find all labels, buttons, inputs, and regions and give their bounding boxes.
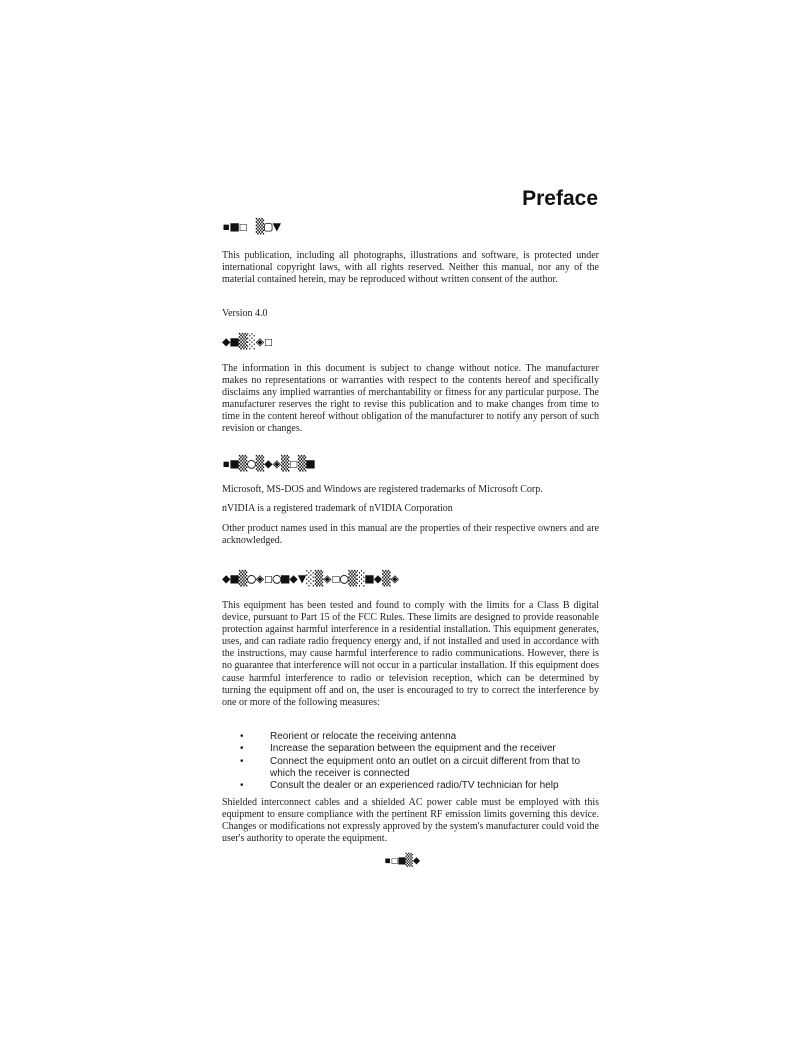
disclaimer-paragraph: The information in this document is subject to change without notice. The manufacturer makes no representations or warranties with respect to the contents hereof and specifically disclaims any implied warranties of merchantability or fitness for any particular purpose. The manufacturer reserves the right to revise this publication and to make changes from time to time in the content hereof without obligation of the manufacturer to notify any person of such revision or changes. xyxy=(222,363,599,435)
bullet-icon: • xyxy=(240,731,244,742)
trademark-nvidia: nVIDIA is a registered trademark of nVIDIA Corporation xyxy=(222,503,453,514)
trademark-other: Other product names used in this manual are the properties of their respective owners and are acknowledged. xyxy=(222,523,599,547)
bullet-icon: • xyxy=(240,755,244,767)
list-item xyxy=(222,780,602,792)
fcc-paragraph: This equipment has been tested and found to comply with the limits for a Class B digital device, pursuant to Part 15 of the FCC Rules. These limits are designed to provide reasonable protection against harmful interference in a residential installation. This equipment generates, uses, and can radiate radio frequency energy and, if not installed and used in accordance with the instructions, may cause harmful interference to radio communications. However, there is no guarantee that interference will not occur in a particular installation. If this equipment does cause harmful interference to radio or television reception, which can be determined by turning the equipment off and on, the user is encouraged to try to correct the interference by one or more of the following measures: xyxy=(222,600,599,708)
list-item-text: Reorient or relocate the receiving antenna xyxy=(270,731,457,742)
list-item xyxy=(222,743,602,755)
bullet-icon: • xyxy=(240,743,244,755)
section-heading-disclaimer: ◆■▒░◈☐ xyxy=(222,334,273,350)
list-item xyxy=(222,731,602,743)
fcc-closing-paragraph: Shielded interconnect cables and a shielded AC power cable must be employed with this equipment to ensure compliance with the pertinent RF emission limits governing this device. Changes or modifications not expressly approved by the system's manufacturer could void the user's authority to operate the equipment. xyxy=(222,797,599,845)
section-heading-copyright: ▪■☐ ▒▢▼ xyxy=(222,219,282,235)
list-item-text: Increase the separation between the equipment and the receiver xyxy=(270,743,556,755)
list-item-text: Connect the equipment onto an outlet on a circuit different from that to which the receiver is connected xyxy=(270,755,581,779)
list-item xyxy=(222,756,602,781)
trademark-microsoft: Microsoft, MS-DOS and Windows are registered trademarks of Microsoft Corp. xyxy=(222,484,543,495)
list-item-text: Consult the dealer or an experienced radio/TV technician for help xyxy=(270,780,559,792)
fcc-measures-list xyxy=(222,731,602,792)
section-heading-trademarks: ▪■▒◯▒◆◈▒☐▒■ xyxy=(222,456,315,472)
page-number: ▪☐■▒◆ xyxy=(383,853,421,867)
copyright-paragraph: This publication, including all photographs, illustrations and software, is protected under international copyright laws, with all rights reserved. Neither this manual, nor any of the material contained herein, may be reproduced without written consent of the author. xyxy=(222,250,599,286)
section-heading-fcc: ◆■▒◯◈☐◯■◆▼░▒◈☐◯▒░■◆▒◈ xyxy=(222,571,400,587)
version-text: Version 4.0 xyxy=(222,308,268,319)
bullet-icon: • xyxy=(240,780,244,792)
page-title: Preface xyxy=(522,187,598,210)
